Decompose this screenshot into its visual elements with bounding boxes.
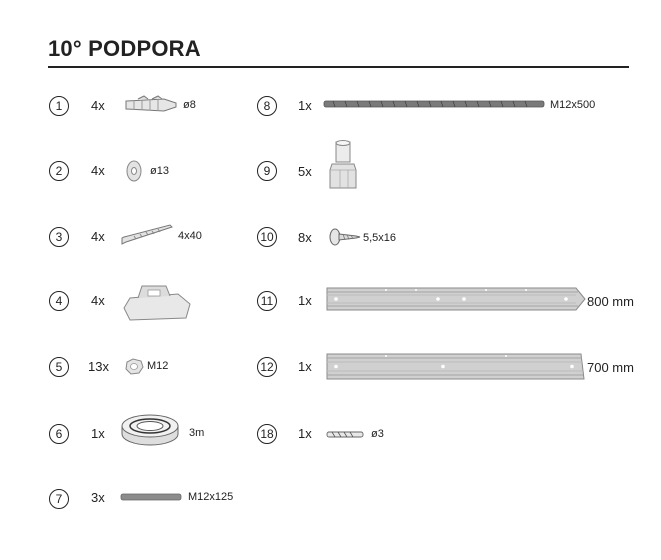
part-label-3: 4x40 [178, 230, 202, 242]
long-threaded-rod-icon [323, 99, 545, 109]
part-qty-18: 1x [298, 426, 312, 441]
part-label-10: 5,5x16 [363, 232, 397, 244]
part-label-8: M12x500 [550, 99, 596, 111]
part-number-9: 9 [257, 161, 277, 181]
screw-icon [118, 222, 178, 248]
part-label-2: ø13 [150, 165, 169, 177]
part-qty-1: 4x [91, 98, 105, 113]
part-qty-3: 4x [91, 229, 105, 244]
part-number-10: 10 [257, 227, 277, 247]
wall-plug-icon [124, 94, 184, 116]
washer-icon [124, 159, 148, 183]
pin-icon [326, 430, 366, 440]
part-qty-5: 13x [88, 359, 109, 374]
part-label-7: M12x125 [188, 491, 234, 503]
part-number-7: 7 [49, 489, 69, 509]
part-qty-6: 1x [91, 426, 105, 441]
part-qty-4: 4x [91, 293, 105, 308]
part-qty-8: 1x [298, 98, 312, 113]
part-number-12: 12 [257, 357, 277, 377]
part-label-6: 3m [189, 427, 205, 439]
tape-roll-icon [118, 412, 182, 448]
part-number-5: 5 [49, 357, 69, 377]
part-qty-2: 4x [91, 163, 105, 178]
part-number-18: 18 [257, 424, 277, 444]
part-number-11: 11 [257, 291, 277, 311]
part-qty-9: 5x [298, 164, 312, 179]
hex-nut-icon [124, 358, 146, 376]
rail-800-icon [326, 285, 588, 315]
roof-hook-block-icon [120, 284, 194, 324]
short-threaded-rod-icon [120, 492, 184, 502]
part-label-12: 700 mm [587, 360, 634, 375]
part-qty-10: 8x [298, 230, 312, 245]
part-number-1: 1 [49, 96, 69, 116]
document-title: 10° PODPORA [48, 36, 201, 61]
part-qty-11: 1x [298, 293, 312, 308]
title-rule [48, 66, 629, 68]
part-number-8: 8 [257, 96, 277, 116]
part-number-3: 3 [49, 227, 69, 247]
self-tapping-screw-icon [328, 226, 362, 248]
part-label-11: 800 mm [587, 294, 634, 309]
part-qty-7: 3x [91, 490, 105, 505]
part-label-1: ø8 [183, 99, 196, 111]
part-number-2: 2 [49, 161, 69, 181]
part-label-5: M12 [147, 360, 169, 372]
rail-700-icon [326, 351, 588, 383]
part-label-18: ø3 [371, 428, 384, 440]
part-qty-12: 1x [298, 359, 312, 374]
part-number-6: 6 [49, 424, 69, 444]
part-number-4: 4 [49, 291, 69, 311]
spacer-sleeve-icon [326, 140, 360, 194]
